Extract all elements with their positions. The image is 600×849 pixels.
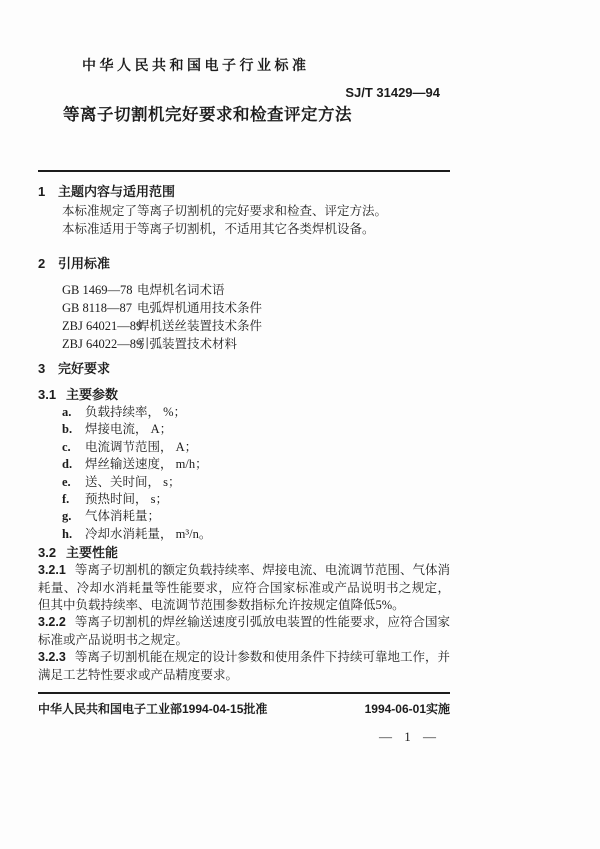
- reference-code: GB 1469—78: [62, 283, 133, 297]
- item-letter: a.: [62, 405, 72, 419]
- section-3-2-number: 3.2: [38, 545, 57, 561]
- approval-note: 中华人民共和国电子工业部1994-04-15批准: [38, 702, 268, 717]
- section-3-number: 3: [38, 361, 46, 376]
- section-2-number: 2: [38, 256, 46, 271]
- list-item: [38, 508, 450, 525]
- header-divider: [38, 170, 450, 172]
- section-3-title: 完好要求: [58, 361, 111, 376]
- issuing-org-line: 中华人民共和国电子行业标准: [82, 57, 310, 73]
- section-1-heading: [38, 184, 450, 200]
- section-3-1-title: 主要参数: [66, 387, 119, 402]
- document-title: 等离子切割机完好要求和检查评定方法: [63, 106, 352, 124]
- item-letter: b.: [62, 422, 73, 437]
- standard-number: SJ/T 31429—94: [345, 85, 440, 100]
- item-text: 预热时间， s；: [85, 492, 168, 507]
- parameter-item-list: [38, 404, 450, 543]
- reference-code: GB 8118—87: [62, 301, 133, 315]
- item-text: 电流调节范围， A；: [85, 439, 198, 454]
- section-3-heading: [38, 361, 450, 377]
- item-letter: g.: [62, 509, 72, 524]
- reference-title: 电弧焊机通用技术条件: [137, 301, 263, 315]
- section-3-2-heading: [38, 545, 450, 561]
- clause-3-2-1: [38, 562, 450, 614]
- section-3-1-number: 3.1: [38, 387, 57, 402]
- item-text: 气体消耗量；: [85, 509, 161, 524]
- item-text: 冷却水消耗量， m³/n。: [85, 526, 212, 541]
- reference-title: 焊机送丝装置技术条件: [137, 319, 263, 333]
- scope-paragraph-2: 本标准适用于等离子切割机，不适用其它各类焊机设备。: [62, 221, 375, 236]
- list-item: [38, 526, 450, 543]
- reference-row: [38, 317, 450, 335]
- reference-standards-list: [38, 281, 450, 353]
- section-1-number: 1: [38, 184, 46, 199]
- clause-text: 等离子切割机能在规定的设计参数和使用条件下持续可靠地工作，并满足工艺特性要求或产品精度要求。: [38, 650, 450, 682]
- performance-clauses: [38, 562, 450, 684]
- item-letter: d.: [62, 457, 73, 472]
- section-1-title: 主题内容与适用范围: [58, 184, 176, 199]
- section-2-title: 引用标准: [58, 256, 111, 271]
- list-item: [38, 439, 450, 456]
- footer-row: [38, 702, 450, 717]
- section-2-heading: [38, 256, 450, 272]
- item-letter: e.: [62, 474, 71, 489]
- section-3-2-title: 主要性能: [66, 545, 119, 561]
- clause-text: 等离子切割机的焊丝输送速度引弧放电装置的性能要求，应符合国家标准或产品说明书之规定。: [38, 615, 450, 647]
- clause-number: 3.2.3: [38, 650, 66, 665]
- page-number: — 1 —: [379, 729, 436, 745]
- implementation-date: 1994-06-01实施: [364, 702, 450, 717]
- clause-number: 3.2.2: [38, 615, 66, 630]
- section-1-body: [38, 203, 450, 238]
- item-text: 焊丝输送速度， m/h；: [85, 457, 208, 472]
- clause-3-2-2: [38, 614, 450, 649]
- reference-title: 电焊机名词术语: [137, 283, 225, 297]
- scope-paragraph-1: 本标准规定了等离子切割机的完好要求和检查、评定方法。: [62, 204, 388, 218]
- clause-number: 3.2.1: [38, 563, 66, 578]
- reference-title: 引弧装置技术材料: [137, 337, 238, 351]
- item-letter: c.: [62, 439, 71, 454]
- list-item: [38, 456, 450, 473]
- reference-row: [38, 299, 450, 317]
- page-content: [38, 0, 450, 745]
- reference-row: [38, 281, 450, 299]
- item-text: 焊接电流， A；: [85, 422, 173, 437]
- item-text: 送、关时间， s；: [85, 474, 181, 489]
- item-letter: f.: [62, 492, 70, 507]
- reference-code: ZBJ 64022—89: [62, 337, 143, 351]
- reference-row: [38, 335, 450, 353]
- list-item: [38, 421, 450, 438]
- reference-code: ZBJ 64021—89: [62, 319, 143, 333]
- item-letter: h.: [62, 526, 73, 541]
- clause-3-2-3: [38, 649, 450, 684]
- list-item: [38, 404, 450, 421]
- item-text: 负载持续率， %；: [85, 405, 187, 419]
- list-item: [38, 474, 450, 491]
- list-item: [38, 491, 450, 508]
- footer-divider: [38, 692, 450, 694]
- clause-text: 等离子切割机的额定负载持续率、焊接电流、电流调节范围、气体消耗量、冷却水消耗量等性能要求，应符合国家标准或产品说明书之规定，但其中负载持续率、电流调节范围参数指标允许按规定值降低5%。: [38, 563, 450, 613]
- section-3-1-heading: [38, 387, 450, 403]
